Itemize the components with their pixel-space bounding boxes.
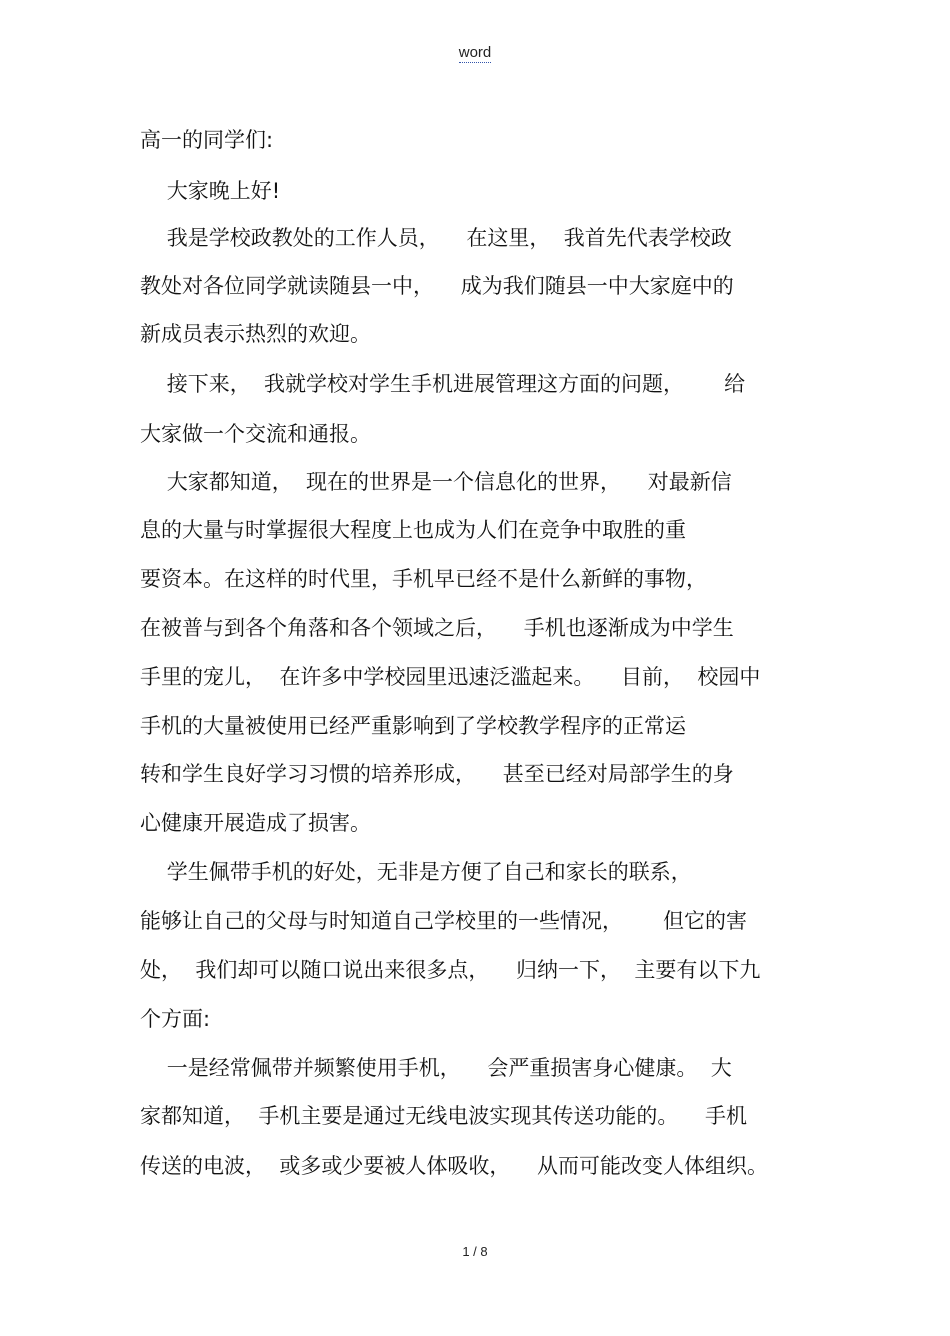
text-line: 学生佩带手机的好处，无非是方便了自己和家长的联系， — [140, 860, 692, 884]
text-line: 在被普与到各个角落和各个领域之后， 手机也逐渐成为中学生 — [140, 616, 734, 640]
text-line: 大家晚上好! — [140, 179, 281, 203]
text-line: 大家做一个交流和通报。 — [140, 422, 371, 446]
text-line: 息的大量与时掌握很大程度上也成为人们在竞争中取胜的重 — [140, 518, 686, 542]
text-line: 大家都知道， 现在的世界是一个信息化的世界， 对最新信 — [140, 470, 732, 494]
text-line: 处， 我们却可以随口说出来很多点， 归纳一下， 主要有以下九 — [140, 958, 761, 982]
text-line: 一是经常佩带并频繁使用手机， 会严重损害身心健康。 大 — [140, 1056, 732, 1080]
text-line: 能够让自己的父母与时知道自己学校里的一些情况， 但它的害 — [140, 909, 748, 933]
text-line: 心健康开展造成了损害。 — [140, 811, 371, 835]
text-line: 家都知道， 手机主要是通过无线电波实现其传送功能的。 手机 — [140, 1104, 748, 1128]
text-line: 教处对各位同学就读随县一中， 成为我们随县一中大家庭中的 — [140, 274, 734, 298]
text-line: 高一的同学们: — [140, 128, 274, 152]
text-line: 我是学校政教处的工作人员， 在这里， 我首先代表学校政 — [140, 226, 732, 250]
text-line: 新成员表示热烈的欢迎。 — [140, 322, 371, 346]
header-label: word — [458, 44, 492, 61]
text-line: 传送的电波， 或多或少要被人体吸收， 从而可能改变人体组织。 — [140, 1154, 769, 1178]
text-line: 个方面: — [140, 1007, 211, 1031]
text-line: 手里的宠儿， 在许多中学校园里迅速泛滥起来。 目前， 校园中 — [140, 665, 761, 689]
text-line: 接下来， 我就学校对学生手机进展管理这方面的问题， 给 — [140, 372, 746, 396]
text-line: 要资本。在这样的时代里，手机早已经不是什么新鲜的事物， — [140, 567, 707, 591]
text-line: 转和学生良好学习习惯的培养形成， 甚至已经对局部学生的身 — [140, 762, 734, 786]
page-header — [0, 44, 950, 61]
text-line: 手机的大量被使用已经严重影响到了学校教学程序的正常运 — [140, 714, 686, 738]
page-number: 1 / 8 — [462, 1244, 488, 1259]
